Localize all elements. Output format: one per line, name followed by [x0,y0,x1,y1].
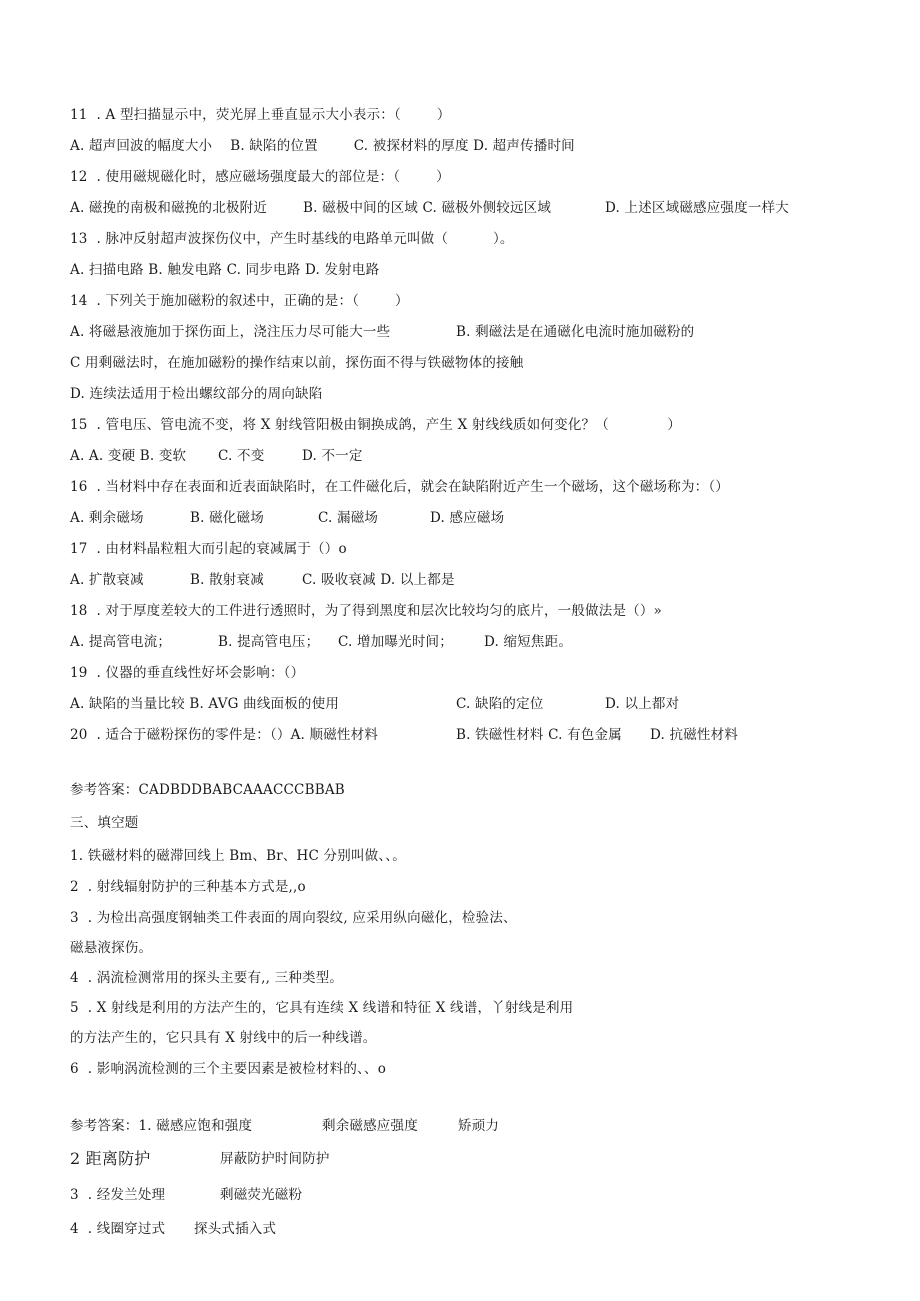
q16-option-c: C. 漏磁场 [318,510,379,526]
q19-option-c: C. 缺陷的定位 [456,696,544,712]
q17-option-a: A. 扩散衰减 [70,572,144,588]
section-heading-fill: 三、填空题 [70,815,139,831]
q11-stem: 11 . A 型扫描显示中，荧光屏上垂直显示大小表示：（ ） [70,107,451,123]
q14-option-a: A. 将磁悬液施加于探伤面上，浇注压力尽可能大一些 [70,324,391,340]
q19-option-ab: A. 缺陷的当量比较 B. AVG 曲线面板的使用 [70,696,340,712]
q17-option-cd: C. 吸收衰减 D. 以上都是 [302,572,455,588]
q14-option-b: B. 剩磁法是在通磁化电流时施加磁粉的 [456,324,695,340]
answer-fill-4a: 4 . 线圈穿过式 [70,1221,166,1237]
q20-option-bc: B. 铁磁性材料 C. 有色金属 [456,727,622,743]
answer-fill-2b: 屏蔽防护时间防护 [220,1151,330,1167]
q14-option-d: D. 连续法适用于检出螺纹部分的周向缺陷 [70,386,323,402]
answer-fill-1a: 参考答案：1. 磁感应饱和强度 [70,1118,253,1134]
fill-q5: 5 . X 射线是利用的方法产生的，它具有连续 X 线谱和特征 X 线谱，丫射线是利用 [70,1000,574,1016]
fill-q3-cont: 磁悬液探伤。 [70,940,153,956]
q14-stem: 14 . 下列关于施加磁粉的叙述中，正确的是：（ ） [70,293,409,309]
q18-stem: 18 . 对于厚度差较大的工件进行透照时，为了得到黑度和层次比较均匀的底片，一般做法是（）» [70,603,663,619]
q20-option-d: D. 抗磁性材料 [650,727,739,743]
q18-option-a: A. 提高管电流； [70,634,172,650]
answer-fill-1b: 剩余磁感应强度 [322,1118,418,1134]
q15-option-d: D. 不一定 [302,448,363,464]
q20-stem: 20 . 适合于磁粉探伤的零件是：（）A. 顺磁性材料 [70,727,379,743]
q17-option-b: B. 散射衰减 [190,572,264,588]
q12-stem: 12 . 使用磁规磁化时，感应磁场强度最大的部位是：（ ） [70,169,450,185]
q18-option-b: B. 提高管电压； [218,634,320,650]
fill-q4: 4 . 涡流检测常用的探头主要有,, 三种类型。 [70,970,344,986]
answer-key-choice: 参考答案：CADBDDBABCAAACCCBBAB [70,782,345,798]
q16-option-b: B. 磁化磁场 [190,510,264,526]
answer-key-fill-4 [70,1220,277,1292]
q12-option-ac: A. 磁挽的南极和磁挽的北极附近 B. 磁极中间的区域 C. 磁极外侧较远区域 [70,200,552,216]
q19-option-d: D. 以上都对 [605,696,680,712]
q17-stem: 17 . 由材料晶粒粗大而引起的衰减属于（）o [70,541,347,557]
q13-options: A. 扫描电路 B. 触发电路 C. 同步电路 D. 发射电路 [70,262,380,278]
q18-option-c: C. 增加曝光时间； [338,634,453,650]
q19-stem: 19 . 仪器的垂直线性好坏会影响：（） [70,665,305,681]
q16-stem: 16 . 当材料中存在表面和近表面缺陷时，在工件磁化后，就会在缺陷附近产生一个磁场，这个磁场称为：（） [70,479,729,495]
q15-option-ab: A. A. 变硬 B. 变软 [70,448,187,464]
answer-fill-3b: 剩磁荧光磁粉 [220,1187,303,1203]
q16-option-a: A. 剩余磁场 [70,510,144,526]
fill-q3: 3 . 为检出高强度钢轴类工件表面的周向裂纹, 应采用纵向磁化，检验法、 [70,910,517,926]
answer-fill-4b: 探头式插入式 [194,1221,277,1237]
q16-option-d: D. 感应磁场 [430,510,505,526]
q12-option-d: D. 上述区域磁感应强度一样大 [605,200,789,216]
answer-fill-2a: 2 距离防护 [70,1149,151,1168]
fill-q6: 6 . 影响涡流检测的三个主要因素是被检材料的、、o [70,1061,387,1077]
q15-stem: 15 . 管电压、管电流不变，将 X 射线管阳极由铜换成鸽，产生 X 射线线质如何变化？（ ） [70,417,682,433]
q15-option-c: C. 不变 [218,448,265,464]
fill-q1: 1. 铁磁材料的磁滞回线上 Bm、Br、HC 分别叫做、、。 [70,848,406,864]
q13-stem: 13 . 脉冲反射超声波探伤仪中，产生时基线的电路单元叫做（ ）。 [70,231,514,247]
answer-fill-3a: 3 . 经发兰处理 [70,1187,166,1203]
fill-q2: 2 . 射线辐射防护的三种基本方式是,,o [70,879,306,895]
q18-option-d: D. 缩短焦距。 [484,634,573,650]
q14-option-c: C 用剩磁法时，在施加磁粉的操作结束以前，探伤面不得与铁磁物体的接触 [70,355,524,371]
answer-fill-1c: 矫顽力 [458,1118,500,1134]
q11-options: A. 超声回波的幅度大小 B. 缺陷的位置 C. 被探材料的厚度 D. 超声传播时间 [70,138,575,154]
fill-q5-cont: 的方法产生的，它只具有 X 射线中的后一种线谱。 [70,1030,377,1046]
